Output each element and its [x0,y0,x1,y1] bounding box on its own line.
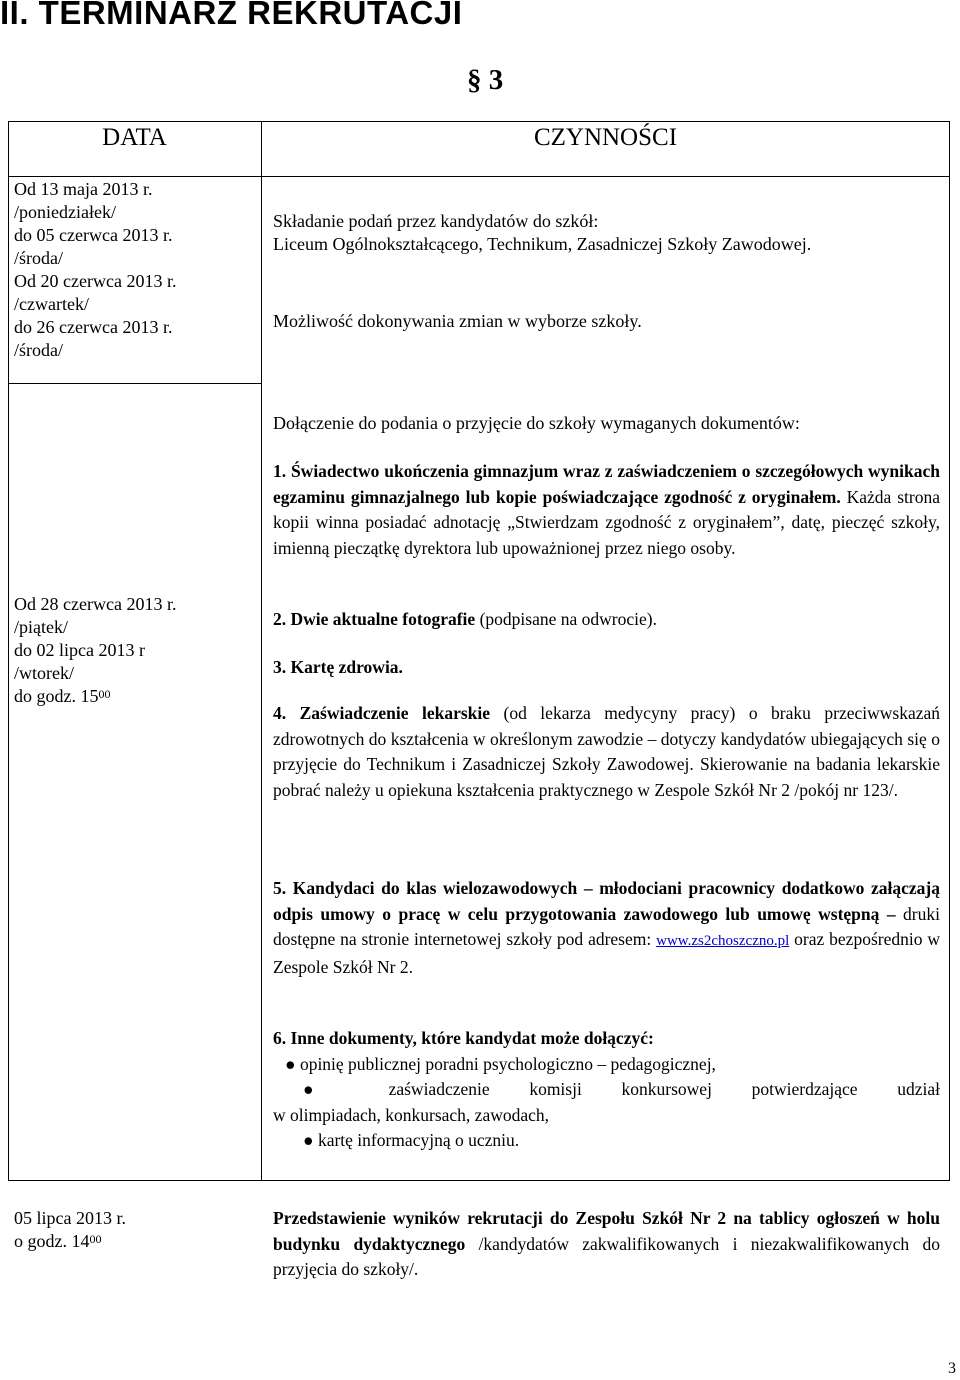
school-website-link[interactable]: www.zs2choszczno.pl [656,933,790,949]
row2-item-1: 1. Świadectwo ukończenia gimnazjum wraz z zaświadczeniem o szczegółowych wynikach egzaminu gimnazjalnego lub kopie poświadczające zgodność z oryginałem. Każda strona kopii winna posiadać adnotację „Stwierdzam zgodność z oryginałem”, datę, pieczęć szkoły, imienną pieczątkę dyrektora lub upoważnionej przez niego osoby. [273,461,940,558]
bullet-item: ● zaświadczenie komisji konkursowej potwierdzające udział [303,1079,940,1099]
column-header-date: DATA [102,124,167,151]
row1-actions: Składanie podań przez kandydatów do szkół: Liceum Ogólnokształcącego, Technikum, Zasadniczej Szkoły Zawodowej. [273,211,812,254]
table-border-header [8,176,950,177]
row2-item-4: 4. Zaświadczenie lekarskie (od lekarza medycyny pracy) o braku przeciwwskazań zdrowotnych do kształcenia w określonym zawodzie – dotyczy kandydatów ubiegających się o przyjęcie do Technikum i Zasadniczej Szkoły Zawodowej. Skierowanie na badania lekarskie pobrać należy u opiekuna kształcenia praktycznego w Zespole Szkół Nr 2 /pokój nr 123/. [273,703,941,800]
row2-item-6: 6. Inne dokumenty, które kandydat może dołączyć: ● opinię publicznej poradni psychologiczno – pedagogicznej, ● zaświadczenie komisji konkursowej potwierdzające udział w olimpiadach, konkursach, zawodach, ● kartę informacyjną o uczniu. [273,1026,940,1154]
row1-date: Od 13 maja 2013 r. /poniedziałek/ do 05 czerwca 2013 r. /środa/ Od 20 czerwca 2013 r. /czwartek/ do 26 czerwca 2013 r. /środa/ [14,179,177,360]
row3-date: 05 lipca 2013 r. o godz. $14^{00}$ [14,1208,126,1251]
row2-item-3: 3. Kartę zdrowia. [273,657,403,677]
row2-intro: Dołączenie do podania o przyjęcie do szkoły wymaganych dokumentów: [273,413,800,433]
table-border-top [8,121,950,122]
row2-item-5: 5. Kandydaci do klas wielozawodowych – młodociani pracownicy dodatkowo załączają odpis umowy o pracę w celu przygotowania zawodowego lub umowę wstępną – druki dostępne na stronie internetowej szkoły pod adresem: www.zs2choszczno.pl oraz bezpośrednio w Zespole Szkół Nr 2. [273,878,940,977]
bullet-continuation: w olimpiadach, konkursach, zawodach, [273,1104,550,1125]
page-number: 3 [948,1360,956,1377]
table-border-row1 [8,383,262,384]
table-border-middle [261,121,262,1181]
paragraph-sign: § 3 [467,64,504,96]
table-border-left [8,121,9,1181]
section-heading: II. TERMINARZ REKRUTACJI [0,0,463,31]
column-header-actions: CZYNNOŚCI [533,124,678,151]
row3-action: Przedstawienie wyników rekrutacji do Zespołu Szkół Nr 2 na tablicy ogłoszeń w holu budynku dydaktycznego /kandydatów zakwalifikowanych i niezakwalifikowanych do przyjęcia do szkoły/. [273,1208,940,1279]
table-border-right [949,121,950,1181]
bullet-item: ● opinię publicznej poradni psychologiczno – pedagogicznej, [285,1053,716,1074]
row2-item-2: 2. Dwie aktualne fotografie (podpisane na odwrocie). [273,609,657,629]
row2-date: Od 28 czerwca 2013 r. /piątek/ do 02 lipca 2013 r /wtorek/ do godz. $15^{00}$ [14,594,177,706]
table-border-row3 [8,1180,950,1181]
row1-change-note: Możliwość dokonywania zmian w wyborze szkoły. [273,311,642,331]
bullet-item: ● kartę informacyjną o uczniu. [303,1130,520,1150]
